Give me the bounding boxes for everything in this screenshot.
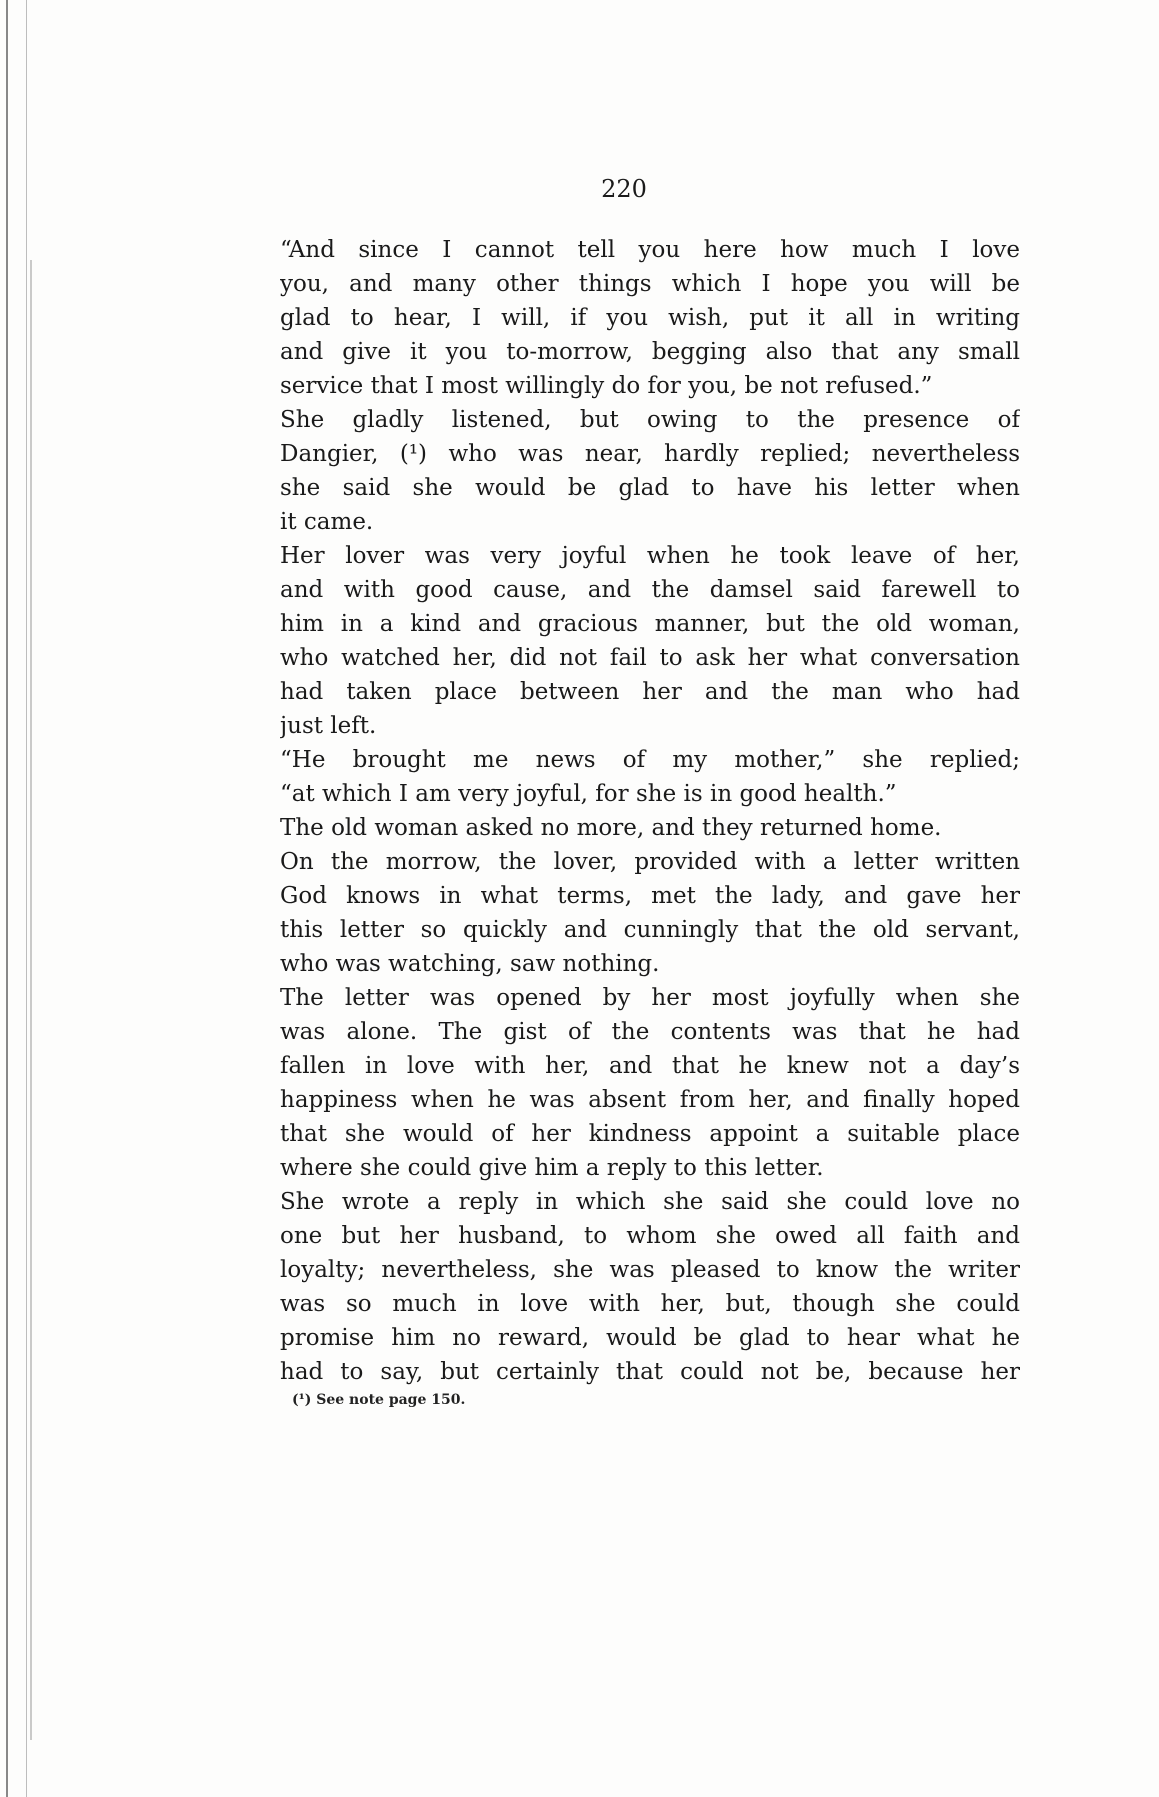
- paragraph: [280, 1185, 1020, 1389]
- text-line: had to say, but certainly that could not be, because her: [280, 1359, 1020, 1385]
- text-line: had taken place between her and the man who had: [280, 679, 1020, 705]
- paragraph: [280, 539, 1020, 743]
- text-line: and give it you to-morrow, begging also that any small: [280, 339, 1020, 365]
- scan-binding-edge: [6, 0, 27, 1797]
- text-line: “at which I am very joyful, for she is in good health.”: [280, 781, 897, 807]
- text-line: “He brought me news of my mother,” she replied;: [280, 747, 1020, 773]
- paragraph: [280, 403, 1020, 539]
- scan-binding-line: [30, 260, 32, 1740]
- text-line: and with good cause, and the damsel said farewell to: [280, 577, 1020, 603]
- text-line: God knows in what terms, met the lady, and gave her: [280, 883, 1020, 909]
- text-line: On the morrow, the lover, provided with a letter written: [280, 849, 1020, 875]
- text-line: him in a kind and gracious manner, but the old woman,: [280, 611, 1020, 637]
- paragraph: [280, 811, 1020, 845]
- body-text: [280, 233, 1020, 1389]
- paragraph: [280, 743, 1020, 811]
- text-line: was so much in love with her, but, though she could: [280, 1291, 1020, 1317]
- text-line: The letter was opened by her most joyfully when she: [280, 985, 1020, 1011]
- footnote: (¹) See note page 150.: [292, 1392, 466, 1408]
- text-line: it came.: [280, 509, 374, 535]
- text-line: was alone. The gist of the contents was that he had: [280, 1019, 1020, 1045]
- text-line: this letter so quickly and cunningly that the old servant,: [280, 917, 1020, 943]
- text-line: She wrote a reply in which she said she could love no: [280, 1189, 1020, 1215]
- paragraph: [280, 981, 1020, 1185]
- text-line: glad to hear, I will, if you wish, put it all in writing: [280, 305, 1020, 331]
- text-line: Dangier, (¹) who was near, hardly replied; nevertheless: [280, 441, 1020, 467]
- text-line: loyalty; nevertheless, she was pleased to know the writer: [280, 1257, 1020, 1283]
- text-line: where she could give him a reply to this letter.: [280, 1155, 824, 1181]
- text-line: one but her husband, to whom she owed all faith and: [280, 1223, 1020, 1249]
- text-line: The old woman asked no more, and they returned home.: [280, 815, 942, 841]
- text-line: She gladly listened, but owing to the presence of: [280, 407, 1020, 433]
- text-line: promise him no reward, would be glad to hear what he: [280, 1325, 1020, 1351]
- paragraph: [280, 845, 1020, 981]
- text-line: that she would of her kindness appoint a suitable place: [280, 1121, 1020, 1147]
- text-line: who was watching, saw nothing.: [280, 951, 660, 977]
- text-line: happiness when he was absent from her, and finally hoped: [280, 1087, 1020, 1113]
- text-line: service that I most willingly do for you, be not refused.”: [280, 373, 933, 399]
- paragraph: [280, 233, 1020, 403]
- text-line: Her lover was very joyful when he took leave of her,: [280, 543, 1020, 569]
- text-line: who watched her, did not fail to ask her what conversation: [280, 645, 1020, 671]
- text-line: “And since I cannot tell you here how much I love: [280, 237, 1020, 263]
- text-line: just left.: [280, 713, 377, 739]
- text-line: fallen in love with her, and that he knew not a day’s: [280, 1053, 1020, 1079]
- page-number: 220: [601, 175, 647, 203]
- text-line: you, and many other things which I hope you will be: [280, 271, 1020, 297]
- text-line: she said she would be glad to have his letter when: [280, 475, 1020, 501]
